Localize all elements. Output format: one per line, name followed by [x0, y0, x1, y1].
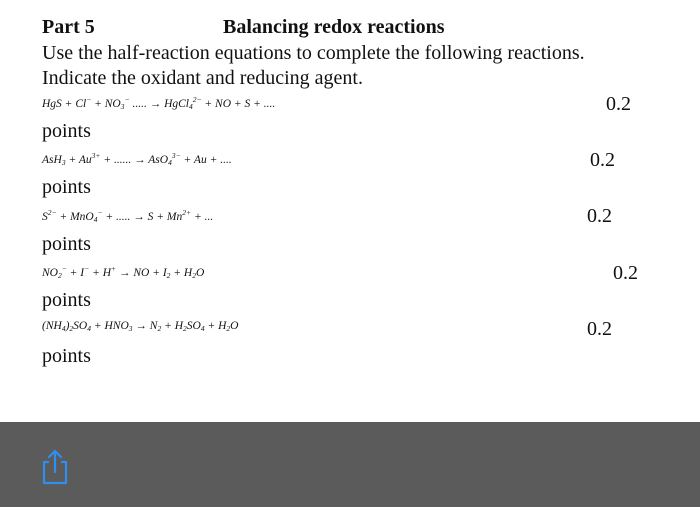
score-3: 0.2	[587, 205, 612, 227]
points-label-5: points	[42, 345, 91, 367]
share-icon	[37, 449, 73, 485]
reaction-equation-1: HgS + $Cl^- + NO_3^-$ ..... → HgCl$_4^{2-}$ + NO + S + ....	[42, 95, 276, 111]
score-2: 0.2	[590, 149, 615, 171]
bottom-toolbar	[0, 422, 700, 507]
instruction-line-1: Use the half-reaction equations to complete the following reactions.	[42, 42, 585, 64]
points-label-3: points	[42, 233, 91, 255]
points-label-4: points	[42, 289, 91, 311]
reaction-equation-5: $(NH_4)_2SO_4 + HNO_3 \to N_2 + H_2SO_4 + H_2O$	[42, 320, 239, 333]
reaction-equation-2: $AsH_3 + Au^{3+}$ + ...... → AsO$_4^{3-}$ + Au + ....	[42, 151, 232, 167]
points-label-2: points	[42, 176, 91, 198]
score-5: 0.2	[587, 318, 612, 340]
score-4: 0.2	[613, 262, 638, 284]
section-heading: Balancing redox reactions	[223, 16, 445, 38]
instruction-line-2: Indicate the oxidant and reducing agent.	[42, 67, 363, 89]
share-button[interactable]	[37, 449, 73, 485]
reaction-equation-4: $NO_2^- + I^- + H^+$ → NO + $I_2 + H_2O$	[42, 264, 205, 280]
part-label: Part 5	[42, 16, 95, 38]
score-1: 0.2	[606, 93, 631, 115]
points-label-1: points	[42, 120, 91, 142]
reaction-equation-3: $S^{2-} + MnO_4^-$ + ..... → $S + Mn^{2+}$ + ...	[42, 208, 214, 224]
